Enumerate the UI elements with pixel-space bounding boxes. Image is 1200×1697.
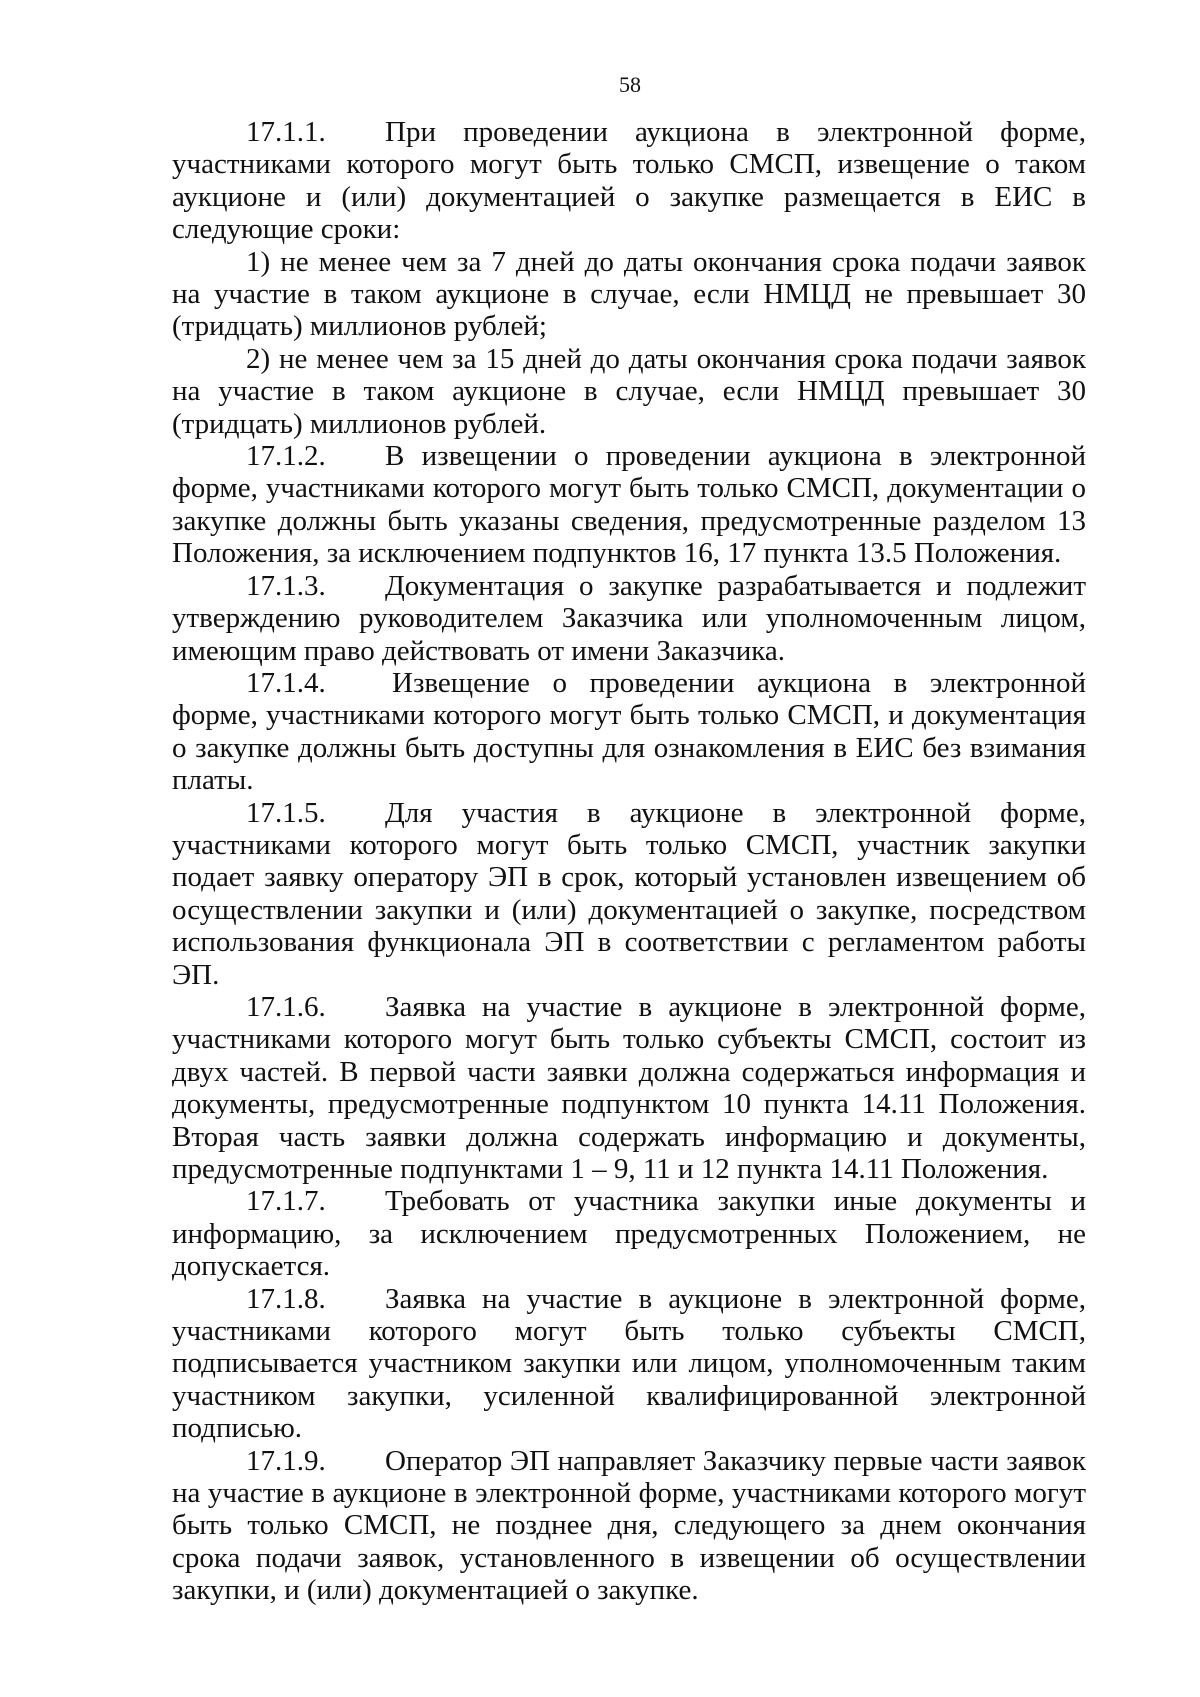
clause-number: 17.1.8. xyxy=(246,1282,326,1315)
clause-text: Извещение о проведении аукциона в электронной форме, участниками которого могут быть только СМСП, и документация о закупке должны быть доступны для ознакомления в ЕИС без взимания платы. xyxy=(172,666,1086,797)
clause-text: Документация о закупке разрабатывается и подлежит утверждению руководителем Заказчика или уполномоченным лицом, имеющим право действовать от имени Заказчика. xyxy=(172,569,1086,667)
clause-17-1-5 xyxy=(172,797,1086,991)
clause-text: Заявка на участие в аукционе в электронной форме, участниками которого могут быть только субъекты СМСП, состоит из двух частей. В первой части заявки должна содержаться информация и документы, предусмотренные подпунктом 10 пункта 14.11 Положения. Вторая часть заявки должна содержать информацию и документы, предусмотренные подпунктами 1 – 9, 11 и 12 пункта 14.11 Положения. xyxy=(172,990,1086,1185)
sub-item-text: 1) не менее чем за 7 дней до даты окончания срока подачи заявок на участие в таком аукционе в случае, если НМЦД не превышает 30 (тридцать) миллионов рублей; xyxy=(172,245,1086,343)
clause-text: Для участия в аукционе в электронной форме, участниками которого могут быть только СМСП, участник закупки подает заявку оператору ЭП в срок, который установлен извещением об осуществлении закупки и (или) документацией о закупке, посредством использования функционала ЭП в соответствии с регламентом работы ЭП. xyxy=(172,796,1086,991)
clause-17-1-4 xyxy=(172,667,1086,797)
clause-17-1-7 xyxy=(172,1185,1086,1282)
clause-number: 17.1.3. xyxy=(246,569,326,602)
sub-item-2 xyxy=(172,343,1086,440)
clause-17-1-1 xyxy=(172,116,1086,246)
clause-text: Оператор ЭП направляет Заказчику первые части заявок на участие в аукционе в электронной форме, участниками которого могут быть только СМСП, не позднее дня, следующего за днем окончания срока подачи заявок, установленного в извещении об осуществлении закупки, и (или) документацией о закупке. xyxy=(172,1444,1086,1607)
clause-number: 17.1.6. xyxy=(246,990,326,1023)
sub-item-1 xyxy=(172,246,1086,343)
clause-number: 17.1.2. xyxy=(246,440,326,473)
clause-text: Требовать от участника закупки иные документы и информацию, за исключением предусмотренных Положением, не допускается. xyxy=(172,1185,1086,1283)
sub-item-text: 2) не менее чем за 15 дней до даты окончания срока подачи заявок на участие в таком аукционе в случае, если НМЦД превышает 30 (тридцать) миллионов рублей. xyxy=(172,342,1086,440)
clause-17-1-3 xyxy=(172,570,1086,667)
clause-text: В извещении о проведении аукциона в электронной форме, участниками которого могут быть только СМСП, документации о закупке должны быть указаны сведения, предусмотренные разделом 13 Положения, за исключением подпунктов 16, 17 пункта 13.5 Положения. xyxy=(172,440,1086,570)
clause-17-1-6 xyxy=(172,991,1086,1185)
clause-17-1-2 xyxy=(172,440,1086,570)
clause-number: 17.1.5. xyxy=(246,796,326,829)
clause-number: 17.1.9. xyxy=(246,1444,326,1477)
clause-number: 17.1.7. xyxy=(246,1185,326,1218)
clause-number: 17.1.1. xyxy=(246,116,326,148)
clause-text: При проведении аукциона в электронной форме, участниками которого могут быть только СМСП, извещение о таком аукционе и (или) документацией о закупке размещается в ЕИС в следующие сроки: xyxy=(172,116,1086,246)
document-body xyxy=(172,116,1086,1607)
clause-text: Заявка на участие в аукционе в электронной форме, участниками которого могут быть только субъекты СМСП, подписывается участником закупки или лицом, уполномоченным таким участником закупки, усиленной квалифицированной электронной подписью. xyxy=(172,1282,1086,1445)
page-number: 58 xyxy=(619,72,641,97)
clause-17-1-8 xyxy=(172,1283,1086,1445)
clause-number: 17.1.4. xyxy=(246,666,326,699)
clause-17-1-9 xyxy=(172,1445,1086,1607)
